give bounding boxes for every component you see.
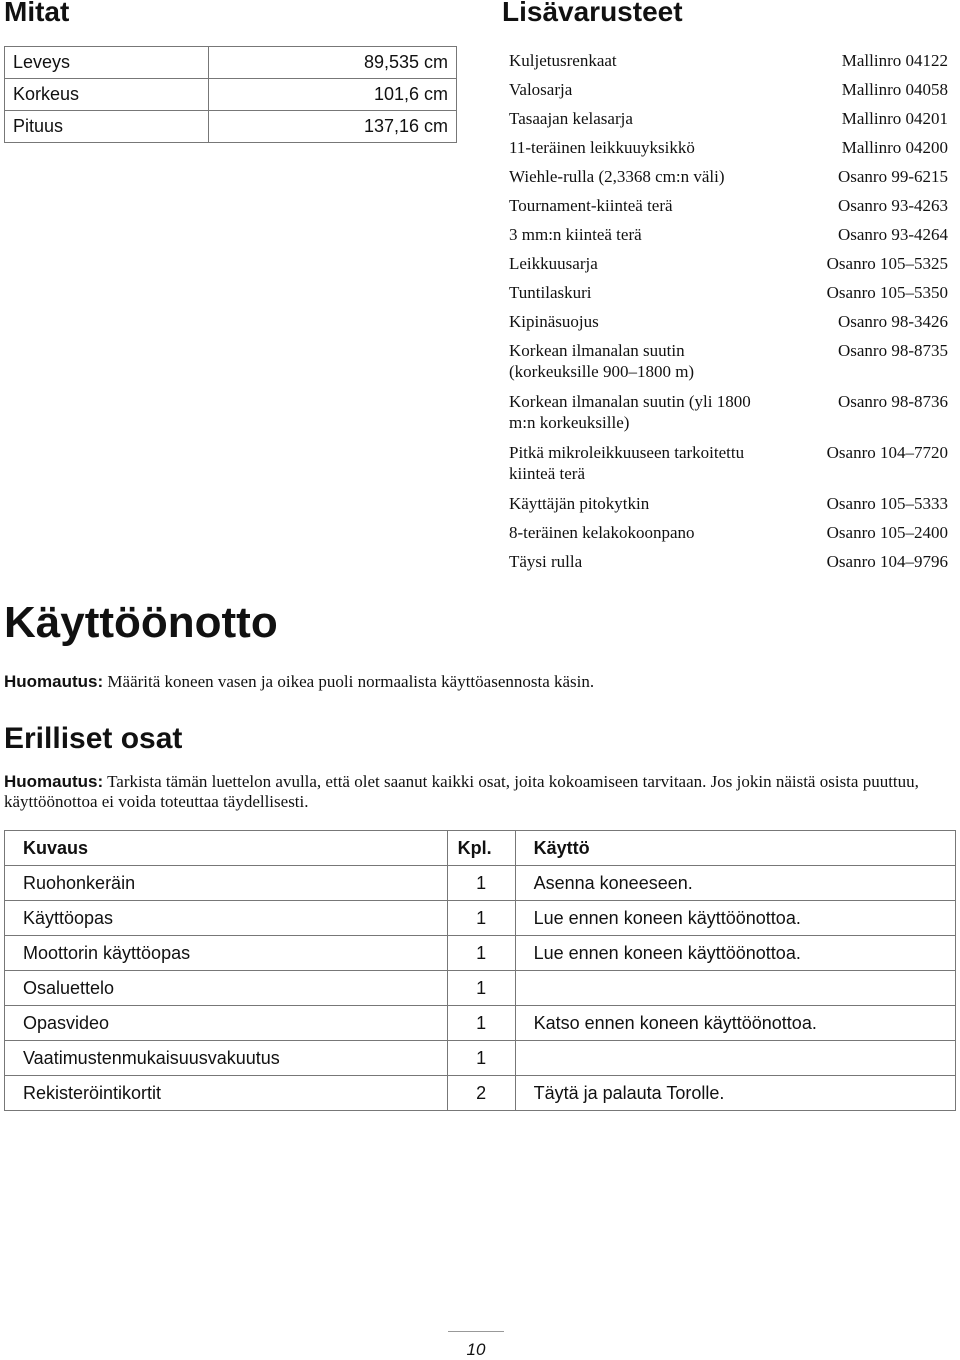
table-row — [5, 971, 956, 1006]
dimensions-row — [5, 79, 457, 111]
accessory-code: Mallinro 04201 — [841, 109, 948, 128]
part-quantity: 1 — [447, 1041, 515, 1076]
accessory-name: Täysi rulla — [509, 552, 583, 571]
accessory-name: Wiehle-rulla (2,3368 cm:n väli) — [509, 167, 725, 186]
dimension-value: 89,535 cm — [208, 47, 456, 79]
dimensions-table — [4, 46, 457, 143]
accessory-name: Tournament-kiinteä terä — [509, 196, 673, 215]
part-description: Ruohonkeräin — [5, 866, 448, 901]
page-number: 10 — [466, 1340, 486, 1359]
table-row — [5, 901, 956, 936]
accessory-row — [509, 522, 948, 551]
part-description: Moottorin käyttöopas — [5, 936, 448, 971]
accessory-name: Tuntilaskuri — [509, 283, 592, 302]
accessory-code: Osanro 105–5325 — [826, 254, 948, 273]
part-description: Opasvideo — [5, 1006, 448, 1041]
table-row — [5, 1041, 956, 1076]
accessory-code: Osanro 105–5333 — [826, 494, 948, 513]
dimensions-heading: Mitat — [4, 0, 70, 27]
note-label: Huomautus: — [4, 672, 104, 691]
part-quantity: 1 — [447, 1006, 515, 1041]
dimension-value: 101,6 cm — [208, 79, 456, 111]
table-header-row — [5, 831, 956, 866]
accessory-row — [509, 493, 948, 522]
accessory-row — [509, 108, 948, 137]
loose-parts-note — [4, 772, 934, 812]
column-header-description: Kuvaus — [5, 831, 448, 866]
part-quantity: 1 — [447, 866, 515, 901]
part-use: Täytä ja palauta Torolle. — [515, 1076, 955, 1111]
accessory-code: Osanro 104–9796 — [826, 552, 948, 571]
accessory-code: Osanro 93-4264 — [837, 225, 948, 244]
accessory-row — [509, 79, 948, 108]
part-use — [515, 1041, 955, 1076]
part-description: Vaatimustenmukaisuusvakuutus — [5, 1041, 448, 1076]
accessory-name: Korkean ilmanalan suutin (yli 1800 m:n korkeuksille) — [509, 392, 751, 432]
dimension-label: Pituus — [5, 111, 209, 143]
accessory-name: Kuljetusrenkaat — [509, 51, 617, 70]
part-use: Asenna koneeseen. — [515, 866, 955, 901]
accessory-name: Kipinäsuojus — [509, 312, 599, 331]
accessory-row — [509, 253, 948, 282]
part-use: Lue ennen koneen käyttöönottoa. — [515, 901, 955, 936]
accessory-code: Osanro 99-6215 — [837, 167, 948, 186]
dimensions-row — [5, 111, 457, 143]
loose-parts-table — [4, 830, 956, 1111]
accessory-name: 8-teräinen kelakokoonpano — [509, 523, 695, 542]
accessories-heading: Lisävarusteet — [502, 0, 683, 27]
part-use: Katso ennen koneen käyttöönottoa. — [515, 1006, 955, 1041]
accessory-code: Osanro 98-3426 — [837, 312, 948, 331]
dimension-label: Korkeus — [5, 79, 209, 111]
accessory-name: Valosarja — [509, 80, 573, 99]
table-row — [5, 866, 956, 901]
accessory-row — [509, 391, 948, 442]
accessories-list — [509, 50, 948, 580]
accessory-row — [509, 50, 948, 79]
dimension-label: Leveys — [5, 47, 209, 79]
accessory-row — [509, 340, 948, 391]
part-quantity: 1 — [447, 901, 515, 936]
accessory-name: Leikkuusarja — [509, 254, 598, 273]
dimensions-row — [5, 47, 457, 79]
setup-heading: Käyttöönotto — [4, 598, 278, 647]
table-row — [5, 936, 956, 971]
accessory-name: Pitkä mikroleikkuuseen tarkoitettu kiinteä terä — [509, 443, 745, 483]
part-description: Osaluettelo — [5, 971, 448, 1006]
accessory-row — [509, 442, 948, 493]
table-row — [5, 1006, 956, 1041]
footer-divider — [448, 1331, 504, 1332]
accessory-name: Korkean ilmanalan suutin (korkeuksille 900–1800 m) — [509, 341, 695, 381]
part-use: Lue ennen koneen käyttöönottoa. — [515, 936, 955, 971]
part-use — [515, 971, 955, 1006]
accessory-row — [509, 137, 948, 166]
accessory-name: 11-teräinen leikkuuyksikkö — [509, 138, 695, 157]
part-quantity: 1 — [447, 936, 515, 971]
accessory-code: Osanro 98-8736 — [837, 392, 948, 411]
column-header-quantity: Kpl. — [447, 831, 515, 866]
accessory-code: Osanro 104–7720 — [826, 443, 948, 462]
accessory-row — [509, 311, 948, 340]
part-description: Rekisteröintikortit — [5, 1076, 448, 1111]
setup-note — [4, 672, 594, 692]
column-header-use: Käyttö — [515, 831, 955, 866]
loose-parts-heading: Erilliset osat — [4, 722, 183, 755]
note-text: Määritä koneen vasen ja oikea puoli normaalista käyttöasennosta käsin. — [103, 672, 595, 691]
dimension-value: 137,16 cm — [208, 111, 456, 143]
accessory-row — [509, 224, 948, 253]
accessory-code: Osanro 93-4263 — [837, 196, 948, 215]
accessory-code: Osanro 105–5350 — [826, 283, 948, 302]
accessory-name: Tasaajan kelasarja — [509, 109, 633, 128]
table-row — [5, 1076, 956, 1111]
part-quantity: 1 — [447, 971, 515, 1006]
accessory-code: Osanro 98-8735 — [837, 341, 948, 360]
accessory-row — [509, 195, 948, 224]
accessory-row — [509, 166, 948, 195]
accessory-row — [509, 282, 948, 311]
accessory-code: Osanro 105–2400 — [826, 523, 948, 542]
note-text: Tarkista tämän luettelon avulla, että olet saanut kaikki osat, joita kokoamiseen tarvitaan. Jos jokin näistä osista puuttuu, käyttöönottoa ei voida toteuttaa täydellisesti. — [4, 772, 919, 811]
note-label: Huomautus: — [4, 772, 104, 791]
part-quantity: 2 — [447, 1076, 515, 1111]
accessory-code: Mallinro 04200 — [841, 138, 948, 157]
part-description: Käyttöopas — [5, 901, 448, 936]
accessory-row — [509, 551, 948, 580]
accessory-name: Käyttäjän pitokytkin — [509, 494, 650, 513]
accessory-code: Mallinro 04058 — [841, 80, 948, 99]
accessory-code: Mallinro 04122 — [841, 51, 948, 70]
accessory-name: 3 mm:n kiinteä terä — [509, 225, 642, 244]
